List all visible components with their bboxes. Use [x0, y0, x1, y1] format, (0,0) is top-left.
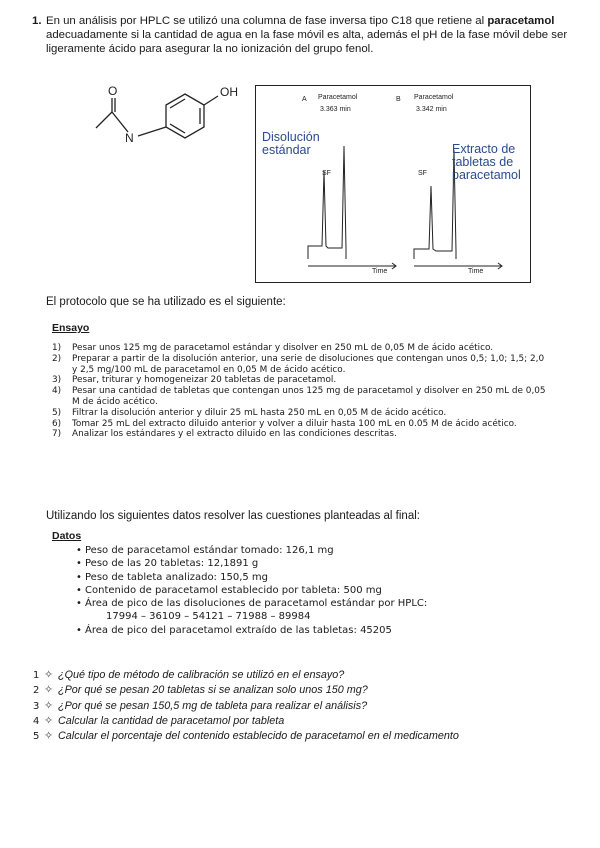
step-number: 5)	[52, 407, 62, 418]
handwritten-number: 2	[33, 685, 40, 697]
panel-b-retention-time: 3.342 min	[416, 106, 447, 113]
datos-item: • Peso de tableta analizado: 150,5 mg	[76, 571, 516, 584]
step-text: Tomar 25 mL del extracto diluido anterior y volver a diluir hasta 100 mL en 0.05 M de ácido acético.	[72, 418, 517, 429]
datos-item: • Área de pico de las disoluciones de paracetamol estándar por HPLC:	[76, 597, 516, 610]
step-number: 3)	[52, 375, 62, 386]
step-text: Filtrar la disolución anterior y diluir 25 mL hasta 250 mL en 0,05 M de ácido acético.	[72, 407, 447, 418]
question-text: ¿Por qué se pesan 150,5 mg de tableta para realizar el análisis?	[58, 699, 368, 712]
annotation-extract	[452, 143, 521, 182]
questions-list	[33, 668, 560, 744]
panel-a-sf-label: SF	[322, 170, 331, 177]
question-text: Calcular el porcentaje del contenido establecido de paracetamol en el medicamento	[58, 730, 459, 743]
question-item	[33, 714, 560, 729]
step-number: 7)	[52, 429, 62, 440]
protocol-steps	[52, 343, 552, 440]
paracetamol-structure	[92, 82, 252, 162]
trace-a	[308, 146, 346, 259]
question-text: Calcular la cantidad de paracetamol por tableta	[58, 714, 285, 727]
step-text: Pesar una cantidad de tabletas que contengan unos 125 mg de paracetamol y disolver en 250 mL de 0,05 M de ácido acético.	[72, 386, 546, 407]
handwritten-number: 4	[33, 715, 40, 727]
datos-item-extract-area: • Área de pico del paracetamol extraído de las tabletas: 45205	[76, 624, 516, 637]
protocol-title: El protocolo que se ha utilizado es el siguiente:	[46, 296, 286, 308]
panel-b-compound: Paracetamol	[414, 94, 454, 101]
panel-a-letter: A	[302, 96, 307, 103]
question-item	[33, 683, 560, 698]
annotation-extract-line-1: Extracto de	[452, 142, 516, 156]
annotation-standard	[262, 131, 320, 157]
question-number: 1.	[32, 15, 42, 27]
datos-item: • Peso de las 20 tabletas: 12,1891 g	[76, 557, 516, 570]
protocol-step	[52, 408, 552, 419]
handwritten-number: 3	[33, 700, 40, 712]
protocol-step	[52, 429, 552, 440]
panel-b-letter: B	[396, 96, 401, 103]
protocol-step	[52, 386, 552, 408]
handwritten-number: 1	[33, 670, 40, 681]
intro-text-after: adecuadamente si la cantidad de agua en la fase móvil es alta, además el pH de la fase móvil debe ser ligeramente ácido para asegurar la no ionización del grupo fenol.	[46, 29, 568, 55]
chromatogram-traces	[256, 86, 530, 282]
trace-b	[414, 150, 456, 259]
panel-a-time-label: Time	[372, 268, 388, 275]
protocol-step	[52, 354, 552, 376]
question-text: ¿Por qué se pesan 20 tabletas si se analizan solo unos 150 mg?	[58, 684, 368, 697]
datos-list	[76, 544, 516, 637]
question-item	[33, 699, 560, 714]
annotation-extract-line-2: tabletas de	[452, 155, 514, 169]
handwritten-number: 5	[33, 731, 40, 743]
oh-label: OH	[220, 85, 238, 99]
step-number: 1)	[52, 343, 62, 353]
annotation-extract-line-3: paracetamol	[452, 168, 521, 182]
panel-a-compound: Paracetamol	[318, 94, 358, 101]
n-label: N	[125, 131, 134, 145]
protocol-step	[52, 419, 552, 430]
step-text: Analizar los estándares y el extracto diluido en las condiciones descritas.	[72, 429, 397, 440]
question-item	[33, 668, 560, 683]
intro-text-before: En un análisis por HPLC se utilizó una columna de fase inversa tipo C18 que retiene al	[46, 15, 488, 27]
step-number: 6)	[52, 418, 62, 429]
datos-item: • Contenido de paracetamol establecido por tableta: 500 mg	[76, 584, 516, 597]
panel-a-retention-time: 3.363 min	[320, 106, 351, 113]
star-bullet-icon: ✧	[44, 730, 54, 743]
chromatogram-figure	[255, 85, 531, 283]
star-bullet-icon: ✧	[44, 684, 54, 697]
panel-b-sf-label: SF	[418, 170, 427, 177]
star-bullet-icon: ✧	[44, 714, 54, 727]
ensayo-heading: Ensayo	[52, 322, 90, 334]
question-item	[33, 729, 560, 744]
annotation-standard-line-1: Disolución	[262, 130, 320, 144]
step-text: Pesar, triturar y homogeneizar 20 tabletas de paracetamol.	[72, 375, 337, 386]
datos-item: • Peso de paracetamol estándar tomado: 126,1 mg	[76, 544, 516, 557]
protocol-step	[52, 375, 552, 386]
benzene-ring	[166, 94, 204, 138]
question-text: ¿Qué tipo de método de calibración se utilizó en el ensayo?	[58, 669, 345, 681]
datos-heading: Datos	[52, 530, 82, 542]
intro-bold-term: paracetamol	[487, 15, 555, 27]
data-intro: Utilizando los siguientes datos resolver las cuestiones planteadas al final:	[46, 510, 420, 522]
star-bullet-icon: ✧	[44, 699, 54, 712]
annotation-standard-line-2: estándar	[262, 143, 311, 157]
step-text: Pesar unos 125 mg de paracetamol estándar y disolver en 250 mL de 0,05 M de ácido acético.	[72, 343, 494, 353]
o-label: O	[108, 84, 118, 98]
step-text: Preparar a partir de la disolución anterior, una serie de disoluciones que contengan unos 0,5; 1,0; 1,5; 2,0 y 2,5 mg/100 mL de paracetamol en 0,05 M de ácido acético.	[72, 353, 545, 375]
protocol-step	[52, 343, 552, 354]
panel-b-time-label: Time	[468, 268, 484, 275]
step-number: 4)	[52, 386, 62, 397]
star-bullet-icon: ✧	[44, 669, 54, 681]
step-number: 2)	[52, 353, 62, 364]
question-intro	[32, 14, 574, 56]
standard-peak-areas: 17994 – 36109 – 54121 – 71988 – 89984	[106, 611, 311, 623]
